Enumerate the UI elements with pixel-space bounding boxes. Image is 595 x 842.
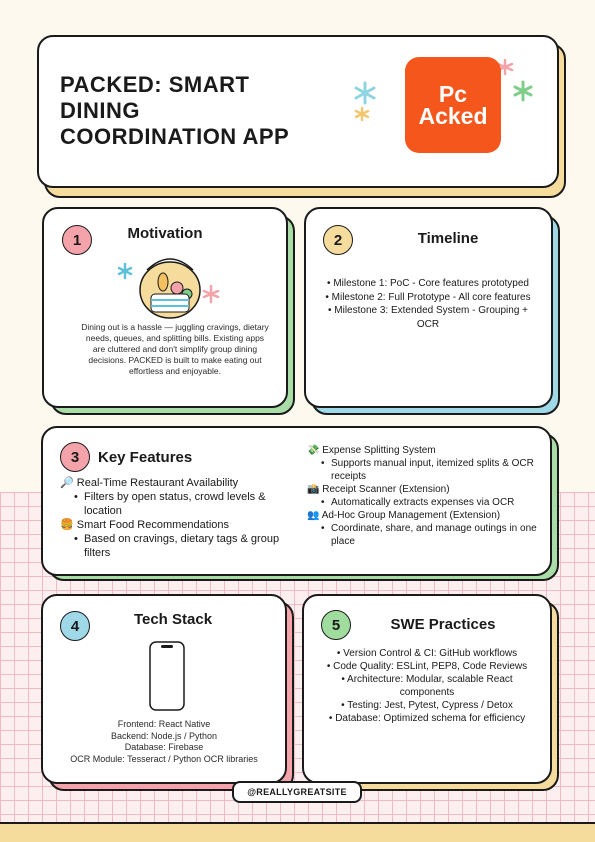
list-item: • Filters by open status, crowd levels & location <box>74 490 300 518</box>
search-icon: 🔎 <box>60 477 74 489</box>
list-item: • Architecture: Modular, scalable React components <box>322 673 532 699</box>
list-item: • Database: Optimized schema for efficiency <box>322 712 532 725</box>
list-item: • Milestone 2: Full Prototype - All core features <box>318 291 538 305</box>
tech-stack-list <box>50 719 278 765</box>
app-logo: Pc Acked <box>405 57 501 153</box>
sparkle-icon <box>512 80 534 102</box>
list-item: Database: Firebase <box>124 742 204 753</box>
camera-icon: 📸 <box>307 484 320 495</box>
section-number: 1 <box>62 225 92 255</box>
section-title: SWE Practices <box>390 616 496 633</box>
list-item: • Milestone 1: PoC - Core features prototyped <box>318 277 538 291</box>
list-item: • Supports manual input, itemized splits & OCR receipts <box>321 457 543 483</box>
sparkle-icon <box>352 80 378 106</box>
list-item: Backend: Node.js / Python <box>110 730 218 741</box>
list-item: • Based on cravings, dietary tags & group filters <box>74 532 300 560</box>
bottom-band <box>0 822 595 842</box>
group-icon: 👥 <box>307 510 320 521</box>
section-title: Tech Stack <box>133 611 213 628</box>
timeline-list <box>318 277 538 331</box>
list-item: • Code Quality: ESLint, PEP8, Code Reviews <box>322 660 532 673</box>
swe-list <box>322 647 532 725</box>
section-title: Motivation <box>127 225 203 242</box>
motivation-description: Dining out is a hassle — juggling cravings, dietary needs, queues, and splitting bills. Existing apps are cluttered and don't simplify group dining decisions. PACKED is built to make eating out effortless and enjoyable. <box>81 322 269 376</box>
features-left-column: 🔎 Real-Time Restaurant Availability • Filters by open status, crowd levels & location 🍔 Smart Food Recommendations • Based on cravings, dietary tags & group filters <box>60 476 300 560</box>
list-item: • Milestone 3: Extended System - Grouping + OCR <box>318 304 538 331</box>
page-title: PACKED: SMART DINING COORDINATION APP <box>60 72 290 149</box>
section-number: 2 <box>323 225 353 255</box>
money-icon: 💸 <box>307 445 320 456</box>
section-number: 3 <box>60 442 90 472</box>
section-number: 5 <box>321 610 351 640</box>
sparkle-icon <box>354 106 370 122</box>
section-title: Key Features <box>98 449 193 466</box>
basket-icon <box>115 250 225 320</box>
phone-icon <box>149 641 185 711</box>
section-number: 4 <box>60 611 90 641</box>
list-item: • Version Control & CI: GitHub workflows <box>322 647 532 660</box>
features-right-column: 💸 Expense Splitting System • Supports manual input, itemized splits & OCR receipts 📸 Receipt Scanner (Extension) • Automatically extracts expenses via OCR 👥 Ad-Hoc Group Management (Extension) • Coordinate, share, and manage outings in one place <box>307 444 543 548</box>
website-badge[interactable]: @REALLYGREATSITE <box>232 781 362 803</box>
list-item: • Automatically extracts expenses via OCR <box>321 496 543 509</box>
list-item: • Coordinate, share, and manage outings in one place <box>321 522 543 548</box>
list-item: OCR Module: Tesseract / Python OCR libraries <box>70 753 258 764</box>
list-item: Frontend: React Native <box>117 719 211 729</box>
section-title: Timeline <box>417 230 479 247</box>
burger-icon: 🍔 <box>60 519 74 531</box>
list-item: • Testing: Jest, Pytest, Cypress / Detox <box>322 699 532 712</box>
